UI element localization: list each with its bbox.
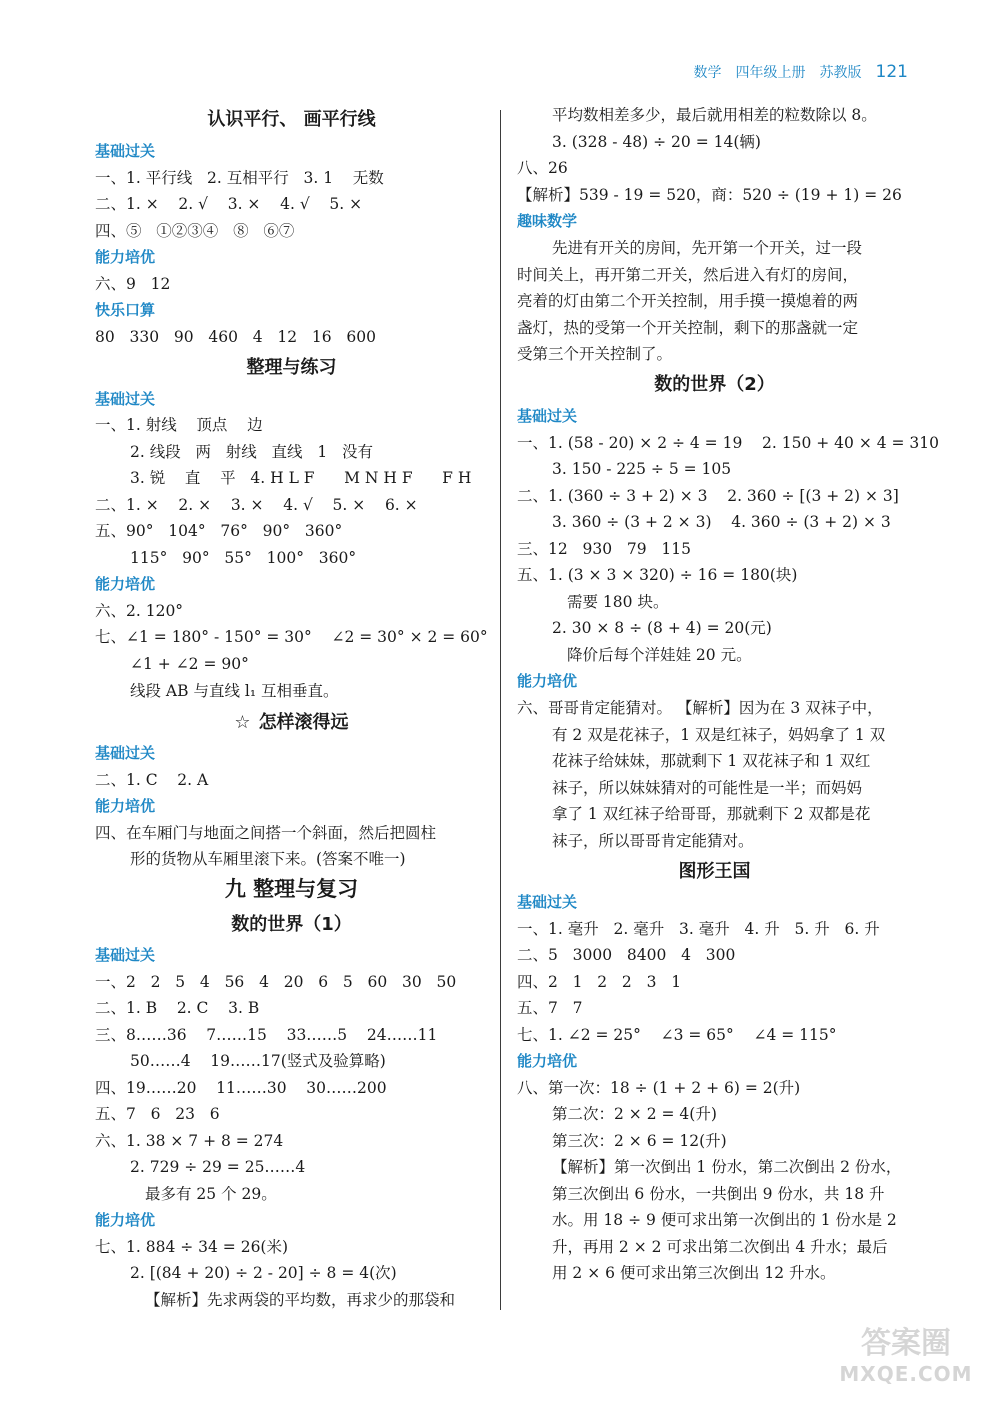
answer-line: 三、12 930 79 115 [517, 540, 691, 558]
answer-line: 【解析】先求两袋的平均数，再求少的那袋和 [145, 1291, 456, 1309]
answer-line: 80 330 90 460 4 12 16 600 [95, 328, 376, 346]
section-title-shape: 图形王国 [678, 861, 751, 882]
answer-line: 四、19……20 11……30 30……200 [95, 1079, 387, 1097]
answer-line: 四、⑤ ①②③④ ⑧ ⑥⑦ [95, 222, 295, 240]
answer-line: 3. (328 - 48) ÷ 20 = 14(辆) [552, 133, 761, 151]
answer-line: 线段 AB 与直线 l₁ 互相垂直。 [130, 682, 339, 700]
answer-line: 拿了 1 双红袜子给哥哥，那就剩下 2 双都是花 [552, 805, 871, 823]
answer-line: 七、1. ∠2 = 25° ∠3 = 65° ∠4 = 115° [517, 1026, 837, 1044]
section-heading-basic: 基础过关 [517, 893, 578, 911]
answer-line: 二、1. × 2. × 3. × 4. √ 5. × 6. × [95, 496, 418, 514]
section-heading-ability: 能力培优 [95, 248, 156, 266]
section-heading-ability: 能力培优 [95, 797, 156, 815]
answer-line: 一、1. (58 - 20) × 2 ÷ 4 = 19 2. 150 + 40 × 4 = 310 [517, 434, 940, 452]
answer-line: 二、1. C 2. A [95, 771, 209, 789]
section-heading-basic: 基础过关 [95, 946, 156, 964]
star-icon: ☆ [234, 712, 251, 733]
answer-line: 袜子，所以哥哥肯定能猜对。 [552, 832, 754, 850]
watermark-logo [826, 1318, 986, 1393]
watermark-text: 答案圈 [861, 1326, 951, 1361]
answer-line: 六、1. 38 × 7 + 8 = 274 [95, 1132, 284, 1150]
answer-line: 三、8……36 7……15 33……5 24……11 [95, 1026, 438, 1044]
answer-line: 六、9 12 [95, 275, 171, 293]
answer-line: 2. 729 ÷ 29 = 25……4 [130, 1158, 306, 1176]
answer-line: 115° 90° 55° 100° 360° [130, 549, 357, 567]
answer-line: 一、2 2 5 4 56 4 20 6 5 60 30 50 [95, 973, 457, 991]
section-title-roll-text: 怎样滚得远 [258, 712, 349, 733]
answer-line: 降价后每个洋娃娃 20 元。 [567, 646, 752, 664]
section-heading-oral: 快乐口算 [95, 301, 156, 319]
watermark-url: MXQE.COM [839, 1362, 973, 1386]
answer-line: 有 2 双是花袜子，1 双是红袜子，妈妈拿了 1 双 [552, 726, 886, 744]
answer-line: 亮着的灯由第二个开关控制，用手摸一摸熄着的两 [517, 292, 859, 310]
answer-line: 50……4 19……17(竖式及验算略) [130, 1052, 386, 1070]
answer-line: 五、7 6 23 6 [95, 1105, 220, 1123]
answer-line: ∠1 + ∠2 = 90° [130, 655, 249, 673]
header-grade: 四年级上册 [735, 65, 806, 81]
answer-line: 【解析】539 - 19 = 520，商：520 ÷ (19 + 1) = 26 [517, 186, 902, 204]
header-subject: 数学 [693, 65, 722, 81]
section-heading-ability: 能力培优 [95, 575, 156, 593]
section-title-roll [95, 710, 488, 736]
section-title-parallel: 认识平行、 画平行线 [207, 109, 376, 130]
answer-line: 一、1. 平行线 2. 互相平行 3. 1 无数 [95, 169, 384, 187]
answer-line: 升，再用 2 × 2 可求出第二次倒出 4 升水；最后 [552, 1238, 888, 1256]
page-number: 121 [875, 62, 908, 82]
answer-line: 时间关上，再开第二开关，然后进入有灯的房间， [517, 266, 859, 284]
section-title-world1: 数的世界（1） [231, 914, 352, 935]
answer-line: 五、90° 104° 76° 90° 360° [95, 522, 343, 540]
section-heading-ability: 能力培优 [517, 1052, 578, 1070]
answer-line: 四、2 1 2 2 3 1 [517, 973, 682, 991]
answer-line: 3. 360 ÷ (3 + 2 × 3) 4. 360 ÷ (3 + 2) × 3 [552, 513, 891, 531]
answer-line: 花袜子给妹妹，那就剩下 1 双花袜子和 1 双红 [552, 752, 871, 770]
chapter-title-unit9: 九 整理与复习 [224, 877, 359, 901]
section-heading-fun-math: 趣味数学 [517, 212, 578, 230]
section-heading-basic: 基础过关 [95, 142, 156, 160]
answer-line: 2. 线段 两 射线 直线 1 没有 [130, 443, 373, 461]
answer-line: 【解析】第一次倒出 1 份水，第二次倒出 2 份水， [552, 1158, 902, 1176]
answer-line: 四、在车厢门与地面之间搭一个斜面，然后把圆柱 [95, 824, 437, 842]
header-edition: 苏教版 [819, 65, 862, 81]
answer-line: 八、26 [517, 159, 568, 177]
answer-line: 需要 180 块。 [567, 593, 669, 611]
answer-line: 最多有 25 个 29。 [145, 1185, 277, 1203]
answer-line: 3. 150 - 225 ÷ 5 = 105 [552, 460, 732, 478]
answer-line: 二、1. (360 ÷ 3 + 2) × 3 2. 360 ÷ [(3 + 2) × 3] [517, 487, 899, 505]
section-heading-basic: 基础过关 [517, 407, 578, 425]
answer-line: 五、1. (3 × 3 × 320) ÷ 16 = 180(块) [517, 566, 798, 584]
page-header [694, 62, 908, 88]
answer-line: 受第三个开关控制了。 [517, 345, 673, 363]
section-heading-ability: 能力培优 [517, 672, 578, 690]
answer-line: 3. 锐 直 平 4. H L F M N H F F H [130, 469, 472, 487]
answer-line: 用 2 × 6 便可求出第三次倒出 12 升水。 [552, 1264, 836, 1282]
answer-line: 水。用 18 ÷ 9 便可求出第一次倒出的 1 份水是 2 [552, 1211, 897, 1229]
answer-line: 二、1. B 2. C 3. B [95, 999, 260, 1017]
answer-line: 七、1. 884 ÷ 34 = 26(米) [95, 1238, 289, 1256]
answer-line: 二、1. × 2. √ 3. × 4. √ 5. × [95, 195, 363, 213]
answer-line: 先进有开关的房间，先开第一个开关，过一段 [552, 239, 863, 257]
answer-line: 形的货物从车厢里滚下来。(答案不唯一) [130, 850, 406, 868]
answer-line: 2. 30 × 8 ÷ (8 + 4) = 20(元) [552, 619, 772, 637]
section-heading-basic: 基础过关 [95, 744, 156, 762]
answer-line: 第三次：2 × 6 = 12(升) [552, 1132, 727, 1150]
answer-line: 一、1. 毫升 2. 毫升 3. 毫升 4. 升 5. 升 6. 升 [517, 920, 880, 938]
answer-line: 2. [(84 + 20) ÷ 2 - 20] ÷ 8 = 4(次) [130, 1264, 397, 1282]
answer-line: 六、2. 120° [95, 602, 184, 620]
answer-line: 袜子，所以妹妹猜对的可能性是一半；而妈妈 [552, 779, 863, 797]
answer-line: 盏灯，热的受第一个开关控制，剩下的那盏就一定 [517, 319, 859, 337]
answer-line: 六、哥哥肯定能猜对。 【解析】因为在 3 双袜子中， [517, 699, 883, 717]
column-divider [500, 110, 501, 1310]
answer-line: 七、∠1 = 180° - 150° = 30° ∠2 = 30° × 2 = 60° [95, 628, 488, 646]
answer-line: 一、1. 射线 顶点 边 [95, 416, 263, 434]
answer-line: 第二次：2 × 2 = 4(升) [552, 1105, 717, 1123]
answer-line: 五、7 7 [517, 999, 583, 1017]
section-title-review: 整理与练习 [246, 357, 337, 378]
answer-line: 八、第一次：18 ÷ (1 + 2 + 6) = 2(升) [517, 1079, 801, 1097]
answer-line: 二、5 3000 8400 4 300 [517, 946, 736, 964]
section-heading-ability: 能力培优 [95, 1211, 156, 1229]
answer-line: 平均数相差多少，最后就用相差的粒数除以 8。 [552, 106, 877, 124]
section-heading-basic: 基础过关 [95, 390, 156, 408]
answer-line: 第三次倒出 6 份水，一共倒出 9 份水，共 18 升 [552, 1185, 885, 1203]
section-title-world2: 数的世界（2） [654, 374, 775, 395]
